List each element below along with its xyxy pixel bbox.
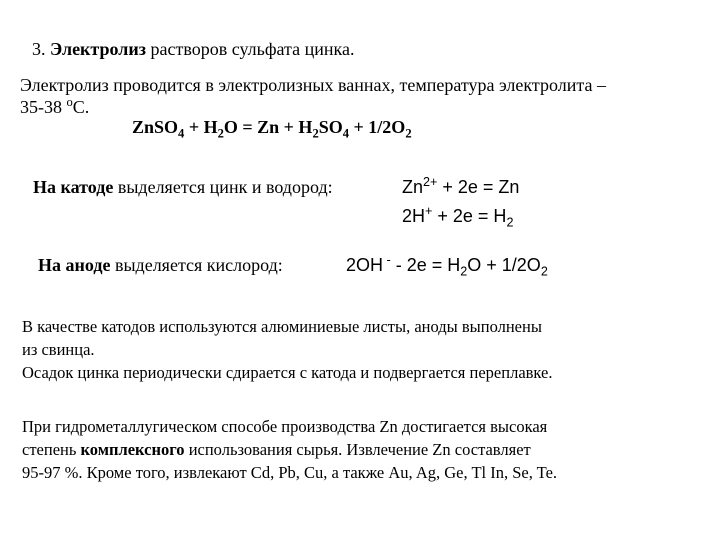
cathode-equation-2 — [402, 204, 514, 230]
anode-label — [38, 254, 283, 276]
eq-part: SO — [318, 117, 343, 137]
eq-part: ZnSO — [132, 117, 179, 137]
anode-bold: На аноде — [38, 255, 111, 275]
eq-part: - 2e = H — [390, 255, 461, 275]
intro-line-1: Электролиз проводится в электролизных ваннах, температура электролита – — [20, 75, 606, 95]
eq-sub: 2 — [540, 264, 548, 279]
eq-part: + H — [184, 117, 218, 137]
anode-rest: выделяется кислород: — [110, 255, 283, 275]
text-span: степень — [22, 440, 81, 459]
eq-sub: 4 — [178, 126, 185, 141]
eq-part: + 2e = Zn — [437, 177, 520, 197]
eq-sub: 2 — [217, 126, 224, 141]
paragraph-line: из свинца. — [22, 340, 95, 359]
paragraph-hydrometallurgy — [22, 415, 557, 484]
eq-sub: 2 — [460, 264, 468, 279]
eq-sub: 4 — [342, 126, 350, 141]
intro-temp: 35-38 — [20, 97, 67, 117]
anode-equation — [346, 253, 548, 279]
paragraph-electrodes — [22, 315, 552, 384]
eq-part: 2H — [402, 206, 426, 226]
paragraph-line: В качестве катодов используются алюминиевые листы, аноды выполнены — [22, 317, 542, 336]
eq-part: O + 1/2O — [467, 255, 541, 275]
paragraph-line: При гидрометаллугическом способе производства Zn достигается высокая — [22, 417, 548, 436]
intro-degree: о — [66, 95, 73, 109]
intro-line-2 — [20, 96, 89, 118]
cathode-label — [33, 176, 333, 198]
eq-part: Zn — [402, 177, 424, 197]
slide-heading — [32, 38, 354, 60]
text-bold: комплексного — [80, 440, 185, 459]
eq-sup: - — [383, 253, 391, 267]
eq-sub: 2 — [506, 215, 514, 230]
eq-part: + 2e = H — [432, 206, 507, 226]
eq-sup: + — [425, 204, 433, 218]
eq-sup: 2+ — [423, 175, 438, 189]
eq-sub: 2 — [405, 126, 412, 141]
heading-number: 3. — [32, 39, 50, 59]
cathode-equation-1 — [402, 176, 519, 198]
paragraph-line: Осадок цинка периодически сдирается с катода и подвергается переплавке. — [22, 363, 553, 382]
heading-bold: Электролиз — [50, 39, 146, 59]
intro-unit: С. — [72, 97, 90, 117]
cathode-bold: На катоде — [33, 177, 114, 197]
eq-part: O = Zn + H — [223, 117, 313, 137]
text-span: использования сырья. Извлечение Zn составляет — [184, 440, 531, 459]
paragraph-line: 95-97 %. Кроме того, извлекают Cd, Pb, Cu, а также Au, Ag, Ge, Tl In, Se, Te. — [22, 463, 558, 482]
cathode-rest: выделяется цинк и водород: — [113, 177, 333, 197]
paragraph-line — [22, 438, 557, 461]
eq-part: 2OH — [346, 255, 384, 275]
eq-sub: 2 — [312, 126, 319, 141]
heading-rest: растворов сульфата цинка. — [145, 39, 355, 59]
main-equation — [132, 116, 412, 141]
eq-part: + 1/2O — [349, 117, 406, 137]
